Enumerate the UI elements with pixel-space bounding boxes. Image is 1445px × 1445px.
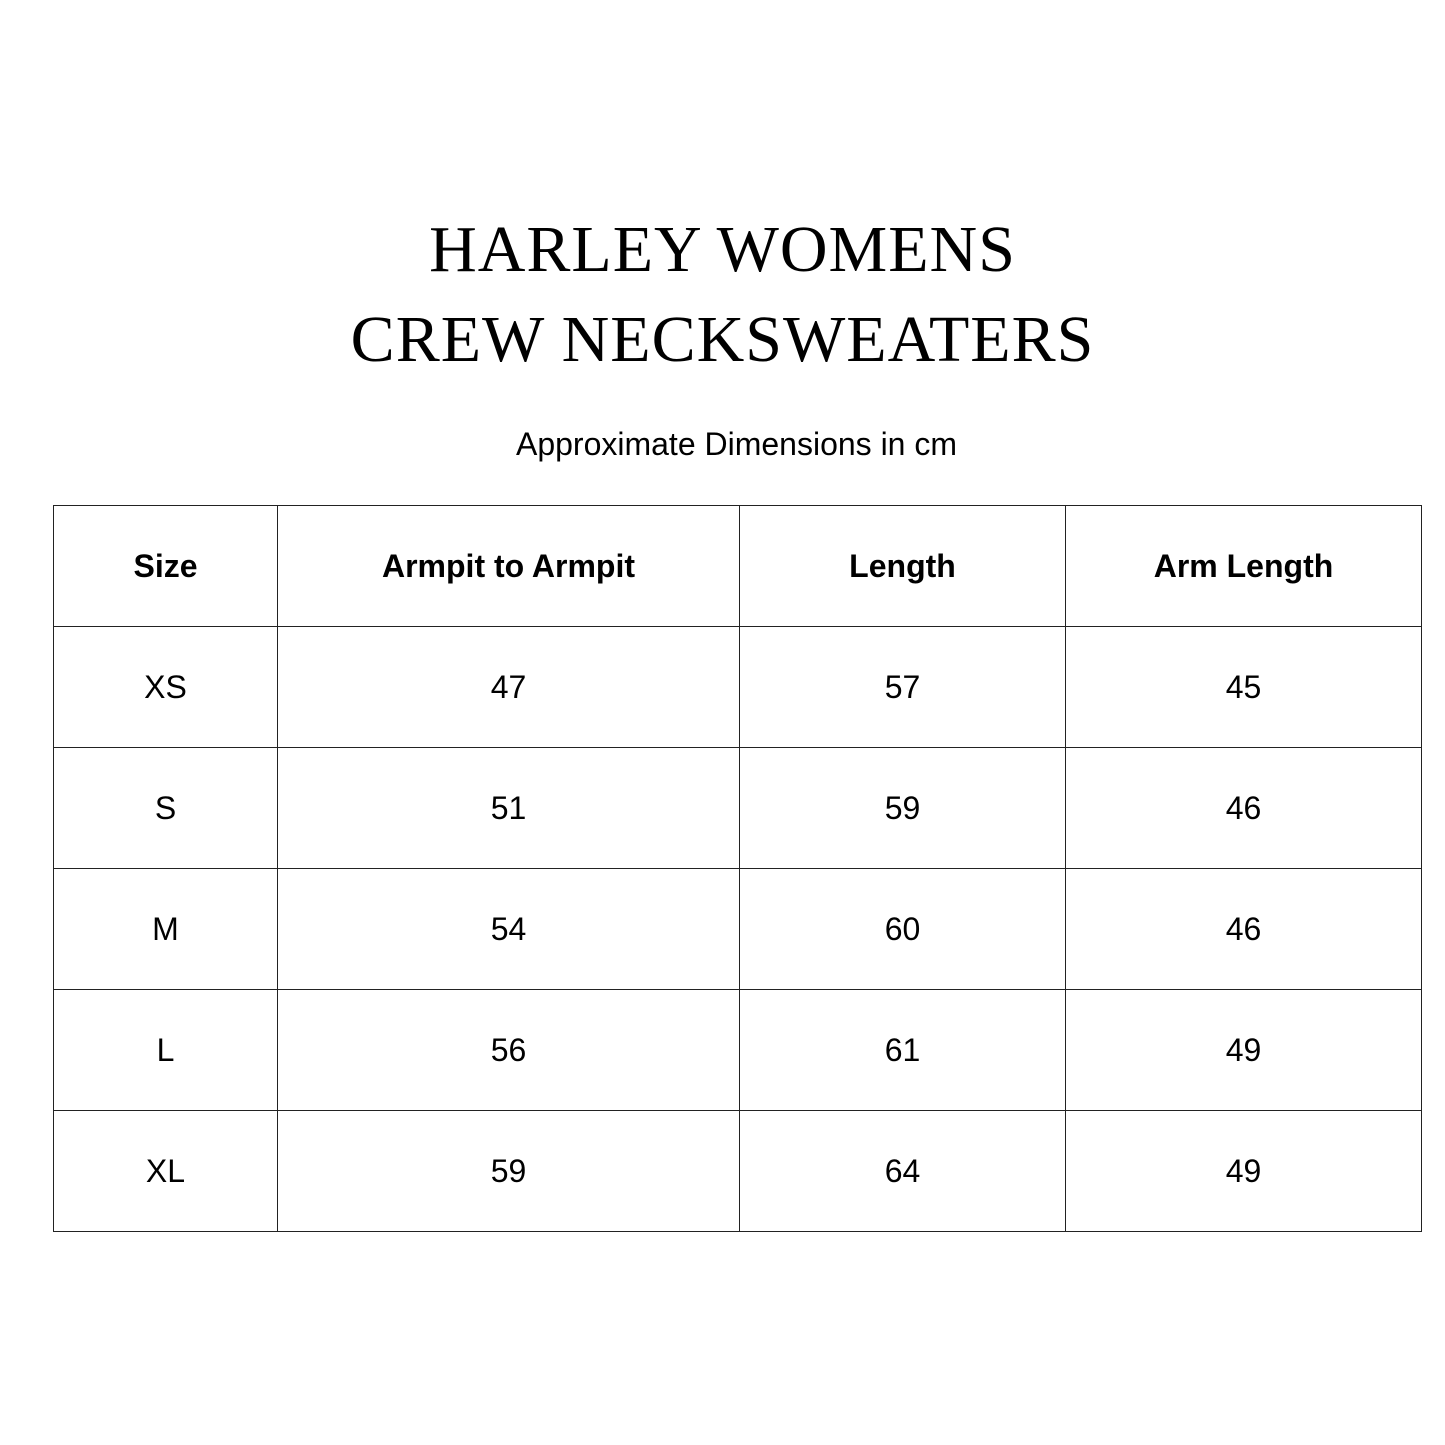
cell-size: M: [54, 869, 278, 990]
cell-size: XS: [54, 627, 278, 748]
table-row: [54, 748, 1422, 869]
dimensions-note: Approximate Dimensions in cm: [515, 426, 958, 462]
header-armpit-to-armpit: Armpit to Armpit: [278, 506, 740, 627]
header-length: Length: [740, 506, 1066, 627]
cell-armpit-to-armpit: 56: [278, 990, 740, 1111]
cell-arm-length: 46: [1066, 748, 1422, 869]
table-header-row: [54, 506, 1422, 627]
size-table: [53, 505, 1422, 1232]
cell-arm-length: 49: [1066, 990, 1422, 1111]
cell-arm-length: 49: [1066, 1111, 1422, 1232]
cell-size: L: [54, 990, 278, 1111]
cell-length: 59: [740, 748, 1066, 869]
page-title: [0, 205, 1445, 385]
table-row: [54, 869, 1422, 990]
cell-length: 61: [740, 990, 1066, 1111]
table-row: [54, 990, 1422, 1111]
cell-length: 60: [740, 869, 1066, 990]
table-row: [54, 1111, 1422, 1232]
cell-length: 57: [740, 627, 1066, 748]
cell-length: 64: [740, 1111, 1066, 1232]
cell-armpit-to-armpit: 54: [278, 869, 740, 990]
header-size: Size: [54, 506, 278, 627]
cell-arm-length: 46: [1066, 869, 1422, 990]
cell-arm-length: 45: [1066, 627, 1422, 748]
cell-armpit-to-armpit: 59: [278, 1111, 740, 1232]
title-line-2: CREW NECKSWEATERS: [350, 303, 1095, 376]
title-line-1: HARLEY WOMENS: [429, 213, 1016, 286]
cell-size: XL: [54, 1111, 278, 1232]
cell-size: S: [54, 748, 278, 869]
cell-armpit-to-armpit: 47: [278, 627, 740, 748]
table-row: [54, 627, 1422, 748]
header-arm-length: Arm Length: [1066, 506, 1422, 627]
cell-armpit-to-armpit: 51: [278, 748, 740, 869]
